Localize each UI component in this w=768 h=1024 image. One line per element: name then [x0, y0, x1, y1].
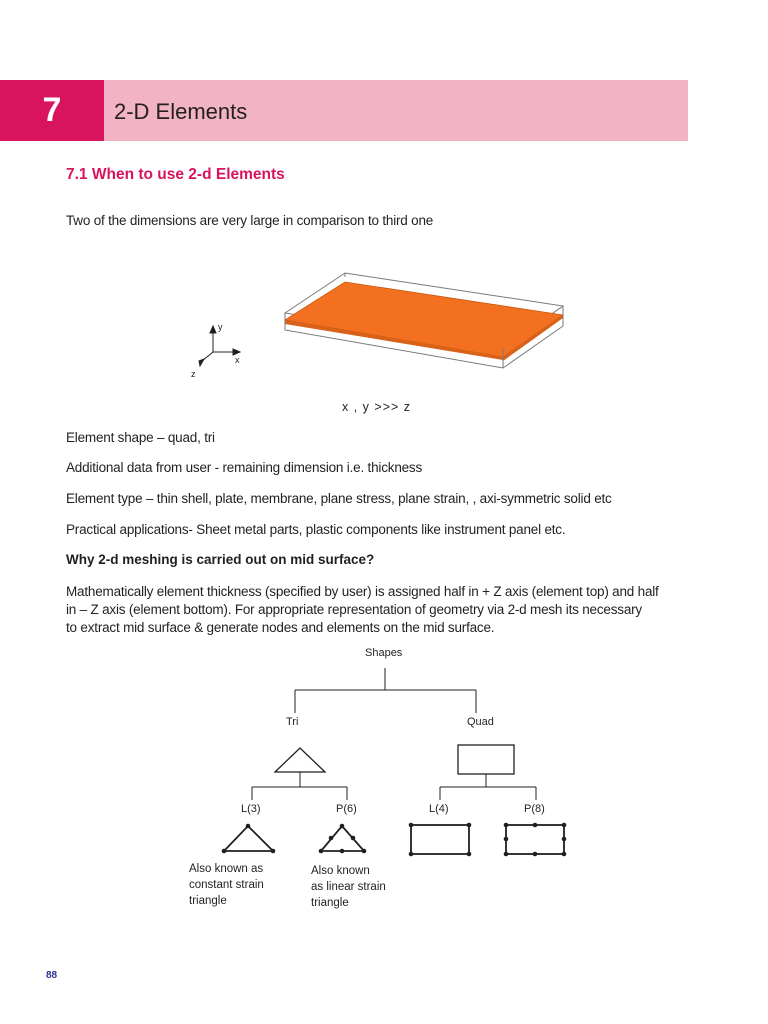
note-line: triangle — [311, 897, 349, 909]
question-heading: Why 2-d meshing is carried out on mid surface? — [66, 552, 375, 567]
y-axis-arrow — [210, 326, 216, 333]
answer-paragraph — [66, 583, 696, 637]
answer-line: Mathematically element thickness (specified by user) is assigned half in + Z axis (element top) and half — [66, 584, 659, 599]
section-heading: 7.1 When to use 2-d Elements — [66, 166, 285, 183]
quad-p8-element — [506, 825, 564, 854]
node — [467, 823, 472, 828]
answer-line: to extract mid surface & generate nodes and elements on the mid surface. — [66, 620, 495, 635]
note-line: triangle — [189, 895, 227, 907]
node — [533, 823, 538, 828]
bullet-element-type: Element type – thin shell, plate, membrane, plane stress, plane strain, , axi-symmetric solid etc — [66, 491, 612, 506]
tree-quad-label: Quad — [467, 716, 494, 728]
intro-text: Two of the dimensions are very large in comparison to third one — [66, 213, 434, 228]
quad-shape — [458, 745, 514, 774]
note-line: as linear strain — [311, 881, 386, 893]
node — [504, 837, 509, 842]
note-line: Also known — [311, 865, 370, 877]
axis-label-y: y — [218, 322, 223, 332]
node — [562, 837, 567, 842]
axis-label-z: z — [191, 369, 196, 379]
note-line: constant strain — [189, 879, 264, 891]
node — [222, 849, 227, 854]
node — [409, 823, 414, 828]
tree-tri-l3-label: L(3) — [241, 803, 261, 815]
plate-figure — [180, 260, 580, 380]
node — [319, 849, 324, 854]
node — [351, 836, 356, 841]
answer-line: in – Z axis (element bottom). For appropriate representation of geometry via 2-d mesh its necessary — [66, 602, 642, 617]
node — [409, 852, 414, 857]
element-nodes — [222, 823, 567, 857]
tree-quad-p8-label: P(8) — [524, 803, 545, 815]
note-line: Also known as — [189, 863, 264, 875]
node — [533, 852, 538, 857]
node — [504, 823, 509, 828]
node — [246, 824, 251, 829]
note-constant-strain — [189, 861, 264, 909]
bullet-additional-data: Additional data from user - remaining dimension i.e. thickness — [66, 460, 423, 475]
tri-shape — [275, 748, 325, 772]
node — [362, 849, 367, 854]
axis-label-x: x — [235, 355, 240, 365]
bullet-element-shape: Element shape – quad, tri — [66, 430, 215, 445]
chapter-number: 7 — [0, 80, 104, 141]
tri-l3-element — [224, 826, 273, 851]
node — [340, 824, 345, 829]
axis-triad — [199, 326, 240, 366]
bullet-applications: Practical applications- Sheet metal parts, plastic components like instrument panel etc. — [66, 522, 566, 537]
note-linear-strain — [311, 863, 386, 911]
node — [340, 849, 345, 854]
node — [504, 852, 509, 857]
node — [329, 836, 334, 841]
z-axis-arrow — [199, 359, 204, 366]
tree-tri-p6-label: P(6) — [336, 803, 357, 815]
page-number: 88 — [46, 970, 58, 981]
tree-tri-label: Tri — [286, 716, 299, 728]
node — [467, 852, 472, 857]
tri-p6-element — [321, 826, 364, 851]
tree-root-label: Shapes — [365, 647, 403, 659]
chapter-title: 2-D Elements — [114, 99, 248, 124]
plate-caption: x , y >>> z — [342, 400, 412, 414]
node — [562, 823, 567, 828]
quad-l4-element — [411, 825, 469, 854]
node — [271, 849, 276, 854]
node — [562, 852, 567, 857]
tree-quad-l4-label: L(4) — [429, 803, 449, 815]
